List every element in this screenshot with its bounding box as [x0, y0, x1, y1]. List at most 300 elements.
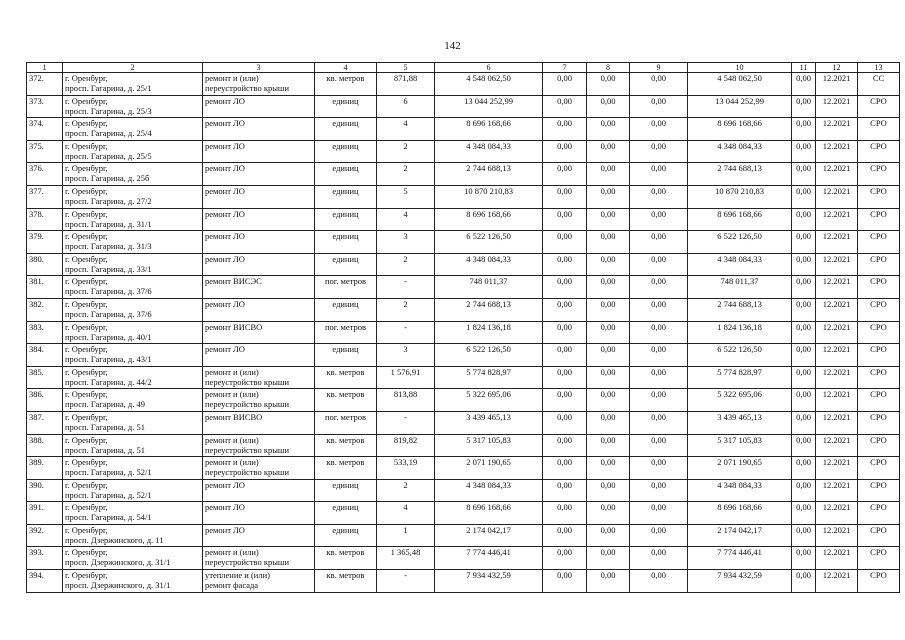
col10-text: 1 824 136,18 — [717, 321, 762, 332]
work-type-text: ремонт ЛО — [205, 253, 245, 264]
col11-text: 0,00 — [796, 185, 811, 196]
col7-text: 0,00 — [557, 95, 572, 106]
method-code-cell — [858, 457, 900, 480]
address-text: г. Оренбург, — [65, 570, 108, 581]
row-number-text: 389. — [29, 457, 44, 468]
total-cost-cell — [435, 547, 543, 570]
quantity-text: 1 — [403, 524, 408, 535]
table-row — [27, 73, 900, 96]
unit-text: единиц — [332, 524, 359, 535]
row-number-cell — [27, 344, 63, 367]
quantity-text: 2 — [403, 140, 408, 151]
col9-cell — [630, 231, 688, 254]
quantity-text: - — [404, 321, 407, 332]
table-row — [27, 479, 900, 502]
col11-text: 0,00 — [796, 366, 811, 377]
completion-date-text: 12.2021 — [822, 118, 851, 129]
col9-cell — [630, 95, 688, 118]
work-type-cell — [203, 231, 315, 254]
address-text: просп. Гагарина, д. 44/2 — [65, 376, 152, 387]
col8-text: 0,00 — [600, 253, 616, 264]
method-code-text: СРО — [870, 231, 887, 242]
col8-cell — [587, 208, 630, 231]
work-type-text: ремонт ЛО — [205, 479, 245, 490]
quantity-cell — [377, 163, 435, 186]
work-type-text: переустройство крыши — [205, 557, 290, 568]
col10-text: 13 044 252,99 — [715, 95, 764, 106]
address-text: просп. Гагарина, д. 25/5 — [65, 150, 152, 161]
row-number-cell — [27, 95, 63, 118]
completion-date-text: 12.2021 — [822, 479, 851, 490]
address-text: просп. Гагарина, д. 40/1 — [65, 331, 152, 342]
completion-date-text: 12.2021 — [822, 524, 851, 535]
col10-cell — [688, 502, 792, 525]
completion-date-text: 12.2021 — [822, 231, 851, 242]
table-row — [27, 411, 900, 434]
column-header-7: 7 — [543, 63, 587, 73]
work-type-cell — [203, 366, 315, 389]
quantity-cell — [377, 389, 435, 412]
work-type-text: переустройство крыши — [205, 399, 290, 410]
completion-date-text: 12.2021 — [822, 502, 851, 513]
table-body — [27, 73, 900, 593]
address-text: г. Оренбург, — [65, 479, 108, 490]
total-cost-cell — [435, 276, 543, 299]
quantity-cell — [377, 253, 435, 276]
col9-text: 0,00 — [651, 411, 666, 422]
col10-cell — [688, 411, 792, 434]
table-row — [27, 547, 900, 570]
row-number-cell — [27, 118, 63, 141]
completion-date-text: 12.2021 — [822, 434, 851, 445]
unit-text: кв. метров — [326, 547, 365, 558]
method-code-cell — [858, 547, 900, 570]
address-text: г. Оренбург, — [65, 547, 108, 558]
row-number-cell — [27, 479, 63, 502]
col7-text: 0,00 — [557, 73, 572, 83]
work-type-cell — [203, 524, 315, 547]
quantity-cell — [377, 479, 435, 502]
method-code-text: СРО — [870, 570, 887, 581]
row-number-cell — [27, 411, 63, 434]
work-type-cell — [203, 344, 315, 367]
quantity-text: 3 — [403, 231, 408, 242]
unit-text: кв. метров — [326, 570, 365, 581]
col10-text: 10 870 210,83 — [715, 185, 764, 196]
row-number-cell — [27, 524, 63, 547]
unit-cell — [315, 321, 377, 344]
col7-text: 0,00 — [557, 434, 572, 445]
col9-text: 0,00 — [651, 547, 666, 558]
address-text: г. Оренбург, — [65, 411, 108, 422]
row-number-text: 392. — [29, 524, 44, 535]
address-cell — [63, 479, 203, 502]
col8-text: 0,00 — [600, 118, 616, 129]
col8-text: 0,00 — [600, 366, 616, 377]
col10-cell — [688, 231, 792, 254]
col11-text: 0,00 — [796, 118, 811, 129]
total-cost-text: 4 348 084,33 — [466, 479, 511, 490]
quantity-cell — [377, 298, 435, 321]
address-cell — [63, 321, 203, 344]
method-code-cell — [858, 253, 900, 276]
col7-cell — [543, 502, 587, 525]
quantity-text: 819,82 — [393, 434, 418, 445]
col10-cell — [688, 163, 792, 186]
total-cost-text: 3 439 465,13 — [466, 411, 511, 422]
col7-text: 0,00 — [557, 140, 572, 151]
work-type-cell — [203, 502, 315, 525]
column-header-5: 5 — [377, 63, 435, 73]
col9-cell — [630, 479, 688, 502]
col9-text: 0,00 — [651, 95, 666, 106]
col7-cell — [543, 73, 587, 96]
row-number-text: 373. — [29, 95, 44, 106]
total-cost-cell — [435, 298, 543, 321]
completion-date-cell — [816, 524, 858, 547]
col7-cell — [543, 389, 587, 412]
method-code-text: СРО — [870, 389, 887, 400]
completion-date-cell — [816, 298, 858, 321]
work-type-cell — [203, 570, 315, 593]
unit-cell — [315, 434, 377, 457]
address-cell — [63, 95, 203, 118]
address-cell — [63, 185, 203, 208]
work-type-text: ремонт ЛО — [205, 118, 245, 129]
address-text: г. Оренбург, — [65, 231, 108, 242]
col11-cell — [792, 389, 816, 412]
column-number-row — [27, 63, 900, 73]
address-text: просп. Гагарина, д. 25/4 — [65, 128, 152, 139]
work-type-text: ремонт ЛО — [205, 163, 245, 174]
col11-cell — [792, 457, 816, 480]
column-header-13: 13 — [858, 63, 900, 73]
table-row — [27, 366, 900, 389]
col10-text: 748 011,37 — [720, 276, 759, 287]
completion-date-text: 12.2021 — [822, 411, 851, 422]
table-row — [27, 140, 900, 163]
total-cost-text: 1 824 136,18 — [466, 321, 511, 332]
unit-text: кв. метров — [326, 366, 365, 377]
unit-cell — [315, 253, 377, 276]
quantity-text: 1 576,91 — [390, 366, 421, 377]
unit-cell — [315, 570, 377, 593]
col9-cell — [630, 344, 688, 367]
col7-text: 0,00 — [557, 502, 572, 513]
col7-cell — [543, 276, 587, 299]
completion-date-cell — [816, 118, 858, 141]
total-cost-cell — [435, 479, 543, 502]
col11-cell — [792, 185, 816, 208]
col11-text: 0,00 — [796, 457, 811, 468]
col8-cell — [587, 434, 630, 457]
col7-cell — [543, 547, 587, 570]
unit-cell — [315, 231, 377, 254]
address-text: просп. Гагарина, д. 51 — [65, 444, 146, 455]
work-type-cell — [203, 118, 315, 141]
quantity-cell — [377, 502, 435, 525]
col7-text: 0,00 — [557, 524, 572, 535]
quantity-cell — [377, 366, 435, 389]
col8-cell — [587, 73, 630, 96]
address-cell — [63, 276, 203, 299]
work-type-text: ремонт ЛО — [205, 208, 245, 219]
method-code-text: СРО — [870, 321, 887, 332]
col8-text: 0,00 — [600, 411, 616, 422]
total-cost-text: 2 744 688,13 — [466, 298, 511, 309]
col9-cell — [630, 140, 688, 163]
total-cost-text: 13 044 252,99 — [464, 95, 513, 106]
col9-text: 0,00 — [651, 253, 666, 264]
col11-text: 0,00 — [796, 95, 811, 106]
col8-text: 0,00 — [600, 524, 616, 535]
unit-cell — [315, 411, 377, 434]
col10-text: 7 774 446,41 — [717, 547, 762, 558]
col11-cell — [792, 163, 816, 186]
address-text: просп. Дзержинского, д. 31/1 — [65, 580, 171, 591]
col11-text: 0,00 — [796, 502, 811, 513]
col8-cell — [587, 457, 630, 480]
unit-cell — [315, 389, 377, 412]
col9-text: 0,00 — [651, 208, 666, 219]
col11-text: 0,00 — [796, 344, 811, 355]
total-cost-cell — [435, 253, 543, 276]
work-type-cell — [203, 185, 315, 208]
method-code-text: СРО — [870, 434, 887, 445]
quantity-cell — [377, 276, 435, 299]
completion-date-cell — [816, 185, 858, 208]
quantity-text: 2 — [403, 253, 408, 264]
col9-cell — [630, 502, 688, 525]
col10-text: 2 744 688,13 — [717, 298, 762, 309]
work-type-cell — [203, 73, 315, 96]
col8-text: 0,00 — [600, 479, 616, 490]
col7-cell — [543, 140, 587, 163]
col10-text: 8 696 168,66 — [717, 208, 762, 219]
quantity-text: 4 — [403, 502, 408, 513]
work-type-text: ремонт ЛО — [205, 298, 245, 309]
method-code-cell — [858, 570, 900, 593]
method-code-text: СРО — [870, 524, 887, 535]
completion-date-text: 12.2021 — [822, 366, 851, 377]
col11-text: 0,00 — [796, 411, 811, 422]
col7-text: 0,00 — [557, 570, 572, 581]
method-code-cell — [858, 185, 900, 208]
col10-text: 2 744 688,13 — [717, 163, 762, 174]
col8-cell — [587, 140, 630, 163]
total-cost-text: 6 522 126,50 — [466, 344, 511, 355]
address-cell — [63, 231, 203, 254]
address-cell — [63, 411, 203, 434]
col10-cell — [688, 140, 792, 163]
method-code-text: СРО — [870, 118, 887, 129]
col8-text: 0,00 — [600, 434, 616, 445]
unit-cell — [315, 276, 377, 299]
quantity-text: - — [404, 276, 407, 287]
col10-text: 3 439 465,13 — [717, 411, 762, 422]
work-type-text: ремонт фасада — [205, 580, 259, 591]
work-type-cell — [203, 321, 315, 344]
total-cost-text: 4 348 084,33 — [466, 140, 511, 151]
column-header-11: 11 — [792, 63, 816, 73]
table-row — [27, 95, 900, 118]
row-number-cell — [27, 570, 63, 593]
quantity-text: - — [404, 570, 407, 581]
row-number-cell — [27, 73, 63, 96]
completion-date-cell — [816, 140, 858, 163]
col10-text: 5 774 828,97 — [717, 366, 762, 377]
row-number-cell — [27, 321, 63, 344]
col11-text: 0,00 — [796, 321, 811, 332]
row-number-text: 374. — [29, 118, 44, 129]
row-number-text: 388. — [29, 434, 44, 445]
total-cost-cell — [435, 570, 543, 593]
unit-text: кв. метров — [326, 457, 365, 468]
work-type-cell — [203, 411, 315, 434]
col8-cell — [587, 163, 630, 186]
work-type-cell — [203, 276, 315, 299]
completion-date-cell — [816, 434, 858, 457]
address-text: просп. Дзержинского, д. 11 — [65, 534, 164, 545]
col9-cell — [630, 321, 688, 344]
work-type-text: ремонт ЛО — [205, 140, 245, 151]
work-type-text: ремонт ВИСВО — [205, 321, 263, 332]
unit-cell — [315, 208, 377, 231]
col9-cell — [630, 366, 688, 389]
col7-cell — [543, 434, 587, 457]
address-text: просп. Гагарина, д. 43/1 — [65, 354, 152, 365]
row-number-cell — [27, 457, 63, 480]
col7-cell — [543, 95, 587, 118]
col11-text: 0,00 — [796, 163, 811, 174]
method-code-cell — [858, 298, 900, 321]
col9-text: 0,00 — [651, 366, 666, 377]
col7-cell — [543, 479, 587, 502]
method-code-cell — [858, 276, 900, 299]
total-cost-cell — [435, 118, 543, 141]
unit-text: кв. метров — [326, 434, 365, 445]
unit-text: единиц — [332, 253, 359, 264]
col9-text: 0,00 — [651, 321, 666, 332]
method-code-text: СРО — [870, 253, 887, 264]
row-number-cell — [27, 389, 63, 412]
col11-cell — [792, 502, 816, 525]
row-number-cell — [27, 208, 63, 231]
method-code-text: СРО — [870, 185, 887, 196]
col9-cell — [630, 570, 688, 593]
address-cell — [63, 163, 203, 186]
col11-cell — [792, 73, 816, 96]
work-type-text: ремонт ЛО — [205, 502, 245, 513]
work-type-text: ремонт ЛО — [205, 95, 245, 106]
address-text: просп. Гагарина, д. 37/6 — [65, 286, 152, 297]
unit-text: единиц — [332, 208, 359, 219]
col10-text: 5 317 105,83 — [717, 434, 762, 445]
work-type-text: ремонт и (или) — [205, 366, 259, 377]
col7-cell — [543, 208, 587, 231]
address-cell — [63, 502, 203, 525]
col9-cell — [630, 118, 688, 141]
col8-text: 0,00 — [600, 344, 616, 355]
total-cost-text: 7 774 446,41 — [466, 547, 511, 558]
col10-cell — [688, 298, 792, 321]
total-cost-cell — [435, 163, 543, 186]
work-type-text: ремонт ЛО — [205, 185, 245, 196]
address-cell — [63, 253, 203, 276]
col10-text: 7 934 432,59 — [717, 570, 762, 581]
method-code-cell — [858, 411, 900, 434]
address-cell — [63, 524, 203, 547]
col11-text: 0,00 — [796, 208, 811, 219]
col8-text: 0,00 — [600, 231, 616, 242]
completion-date-text: 12.2021 — [822, 389, 851, 400]
col9-text: 0,00 — [651, 502, 666, 513]
col11-text: 0,00 — [796, 276, 811, 287]
quantity-cell — [377, 73, 435, 96]
table-row — [27, 434, 900, 457]
col7-text: 0,00 — [557, 185, 572, 196]
address-text: г. Оренбург, — [65, 253, 108, 264]
col8-cell — [587, 389, 630, 412]
method-code-cell — [858, 389, 900, 412]
row-number-cell — [27, 140, 63, 163]
col7-cell — [543, 411, 587, 434]
total-cost-text: 8 696 168,66 — [466, 502, 511, 513]
row-number-text: 378. — [29, 208, 44, 219]
col8-cell — [587, 185, 630, 208]
col11-cell — [792, 479, 816, 502]
method-code-cell — [858, 321, 900, 344]
quantity-cell — [377, 411, 435, 434]
column-header-6: 6 — [435, 63, 543, 73]
col7-text: 0,00 — [557, 344, 572, 355]
unit-cell — [315, 366, 377, 389]
method-code-cell — [858, 366, 900, 389]
col11-cell — [792, 253, 816, 276]
col9-cell — [630, 185, 688, 208]
col9-cell — [630, 434, 688, 457]
table-row — [27, 524, 900, 547]
quantity-text: 533,19 — [393, 457, 418, 468]
work-type-cell — [203, 208, 315, 231]
total-cost-cell — [435, 434, 543, 457]
table-row — [27, 276, 900, 299]
work-type-cell — [203, 253, 315, 276]
col8-text: 0,00 — [600, 140, 616, 151]
col7-cell — [543, 524, 587, 547]
address-cell — [63, 389, 203, 412]
total-cost-cell — [435, 321, 543, 344]
col8-text: 0,00 — [600, 570, 616, 581]
col8-text: 0,00 — [600, 73, 616, 83]
total-cost-text: 5 317 105,83 — [466, 434, 511, 445]
quantity-cell — [377, 547, 435, 570]
col11-cell — [792, 524, 816, 547]
table-row — [27, 298, 900, 321]
row-number-text: 386. — [29, 389, 44, 400]
unit-text: пог. метров — [324, 276, 367, 287]
col10-text: 4 348 084,33 — [717, 140, 762, 151]
quantity-cell — [377, 95, 435, 118]
col11-cell — [792, 231, 816, 254]
total-cost-text: 8 696 168,66 — [466, 208, 511, 219]
col9-cell — [630, 547, 688, 570]
col7-text: 0,00 — [557, 163, 572, 174]
quantity-text: 4 — [403, 118, 408, 129]
address-cell — [63, 73, 203, 96]
unit-text: пог. метров — [324, 321, 367, 332]
total-cost-cell — [435, 389, 543, 412]
